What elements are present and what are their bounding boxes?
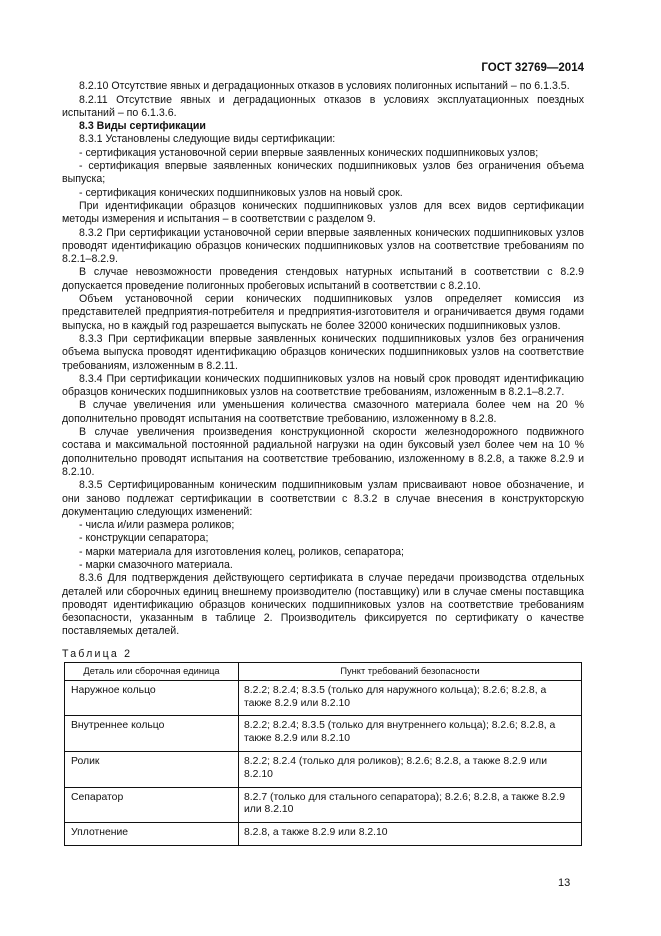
list-item: - марки материала для изготовления колец, роликов, сепаратора; [79,545,404,558]
table-row [65,716,582,752]
paragraph-8-3-3: 8.3.3 При сертификации впервые заявленных конических подшипниковых узлов без ограничения объема выпуска проводят идентификацию образцов конических подшипниковых узлов на соответствие требованиям, изложенным в 8.2.11. [62,332,584,372]
table-row [65,680,582,716]
list-item: - марки смазочного материала. [79,558,233,571]
table-cell-requirement: 8.2.2; 8.2.4; 8.3.5 (только для внутреннего кольца); 8.2.6; 8.2.8, а также 8.2.9 или 8.2.10 [239,716,582,752]
list-item: - сертификация установочной серии впервые заявленных конических подшипниковых узлов; [79,146,539,159]
table-cell-requirement: 8.2.2; 8.2.4 (только для роликов); 8.2.6; 8.2.8, а также 8.2.9 или 8.2.10 [239,752,582,788]
paragraph-8-2-10: 8.2.10 Отсутствие явных и деградационных отказов в условиях полигонных испытаний – по 6.1.3.5. [79,80,570,93]
table-cell-requirement: 8.2.8, а также 8.2.9 или 8.2.10 [239,823,582,846]
paragraph-8-3-5: 8.3.5 Сертифицированным коническим подшипниковым узлам присваивают новое обозначение, и они заново подлежат сертификации в соответствии с 8.3.2 в случае внесения в конструкторскую документацию следующих изменений: [62,479,584,518]
paragraph-8-3-6: 8.3.6 Для подтверждения действующего сертификата в случае передачи производства отдельных деталей или сборочных единиц внешнему производителю (поставщику) или в случае смены поставщика проводят идентификацию образцов конических подшипниковых узлов на соответствие требованиям безопасности, указанным в таблице 2. Производитель фиксируется по сертификату о качестве поставляемых деталей. [62,572,584,638]
paragraph: При идентификации образцов конических подшипниковых узлов для всех видов сертификации методы измерения и испытания – в соответствии с разделом 9. [62,199,584,226]
standard-code: ГОСТ 32769—2014 [481,62,584,74]
table-row [65,823,582,846]
list-item: - конструкции сепаратора; [79,532,209,545]
paragraph: В случае увеличения произведения конструкционной скорости железнодорожного подвижного состава и максимальной постоянной радиальной нагрузки на один буксовый узел более чем на 10 % дополнительно проводят испытания на соответствие требованию, изложенному в 8.2.8, а также 8.2.9 и 8.2.10. [62,426,584,478]
page-number: 13 [558,877,571,889]
table-header-row [65,663,582,681]
table-cell-part: Уплотнение [65,823,239,846]
paragraph: В случае невозможности проведения стендовых натурных испытаний в соответствии с 8.2.9 допускается проведение полигонных пробеговых испытаний в соответствии с 8.2.10. [62,266,584,292]
paragraph-8-3-2: 8.3.2 При сертификации установочной серии впервые заявленных конических подшипниковых узлов проводят идентификацию образцов конических подшипниковых узлов на соответствие требованиям по 8.2.1–8.2.9. [62,226,584,266]
column-header-part: Деталь или сборочная единица [65,663,239,681]
paragraph: Объем установочной серии конических подшипниковых узлов определяет комиссия из представителей предприятия-потребителя и предприятия-изготовителя и ограничивается двумя годами выпуска, но в каждый год разрешается выпускать не более 32000 конических подшипниковых узлов. [62,293,584,332]
table-cell-requirement: 8.2.7 (только для стального сепаратора); 8.2.6; 8.2.8, а также 8.2.9 или 8.2.10 [239,787,582,823]
table-cell-part: Ролик [65,752,239,788]
document-body [62,80,584,638]
list-item: - сертификация конических подшипниковых узлов на новый срок. [79,186,403,199]
paragraph: В случае увеличения или уменьшения количества смазочного материала более чем на 20 % дополнительно проводят испытания на соответствие требованию, изложенному в 8.2.8. [62,399,584,425]
paragraph-8-3-4: 8.3.4 При сертификации конических подшипниковых узлов на новый срок проводят идентификацию образцов конических подшипниковых узлов на соответствие требованиям, изложенным в 8.2.1–8.2.7. [62,372,584,399]
table-caption: Таблица 2 [62,647,133,660]
column-header-requirement: Пункт требований безопасности [239,663,582,681]
paragraph-8-3-1: 8.3.1 Установлены следующие виды сертификации: [79,133,336,146]
table-cell-part: Сепаратор [65,787,239,823]
list-item: - числа и/или размера роликов; [79,519,235,532]
table-row [65,752,582,788]
section-heading-8-3: 8.3 Виды сертификации [79,120,206,133]
list-item: - сертификация впервые заявленных конических подшипниковых узлов без ограничения объема выпуска; [62,160,584,186]
table-cell-part: Внутреннее кольцо [65,716,239,752]
table-cell-requirement: 8.2.2; 8.2.4; 8.3.5 (только для наружного кольца); 8.2.6; 8.2.8, а также 8.2.9 или 8.2.10 [239,680,582,716]
table-row [65,787,582,823]
safety-requirements-table [64,662,582,846]
table-cell-part: Наружное кольцо [65,680,239,716]
document-page [62,62,584,846]
paragraph-8-2-11: 8.2.11 Отсутствие явных и деградационных отказов в условиях эксплуатационных поездных испытаний – по 6.1.3.6. [62,93,584,119]
